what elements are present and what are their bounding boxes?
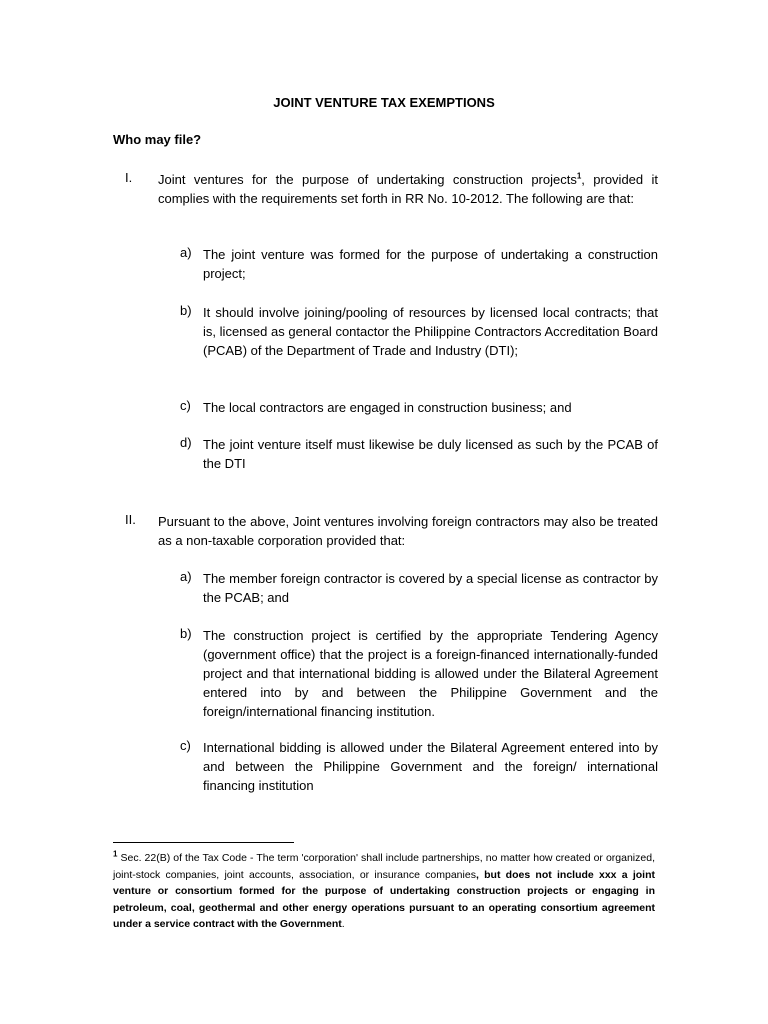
- document-title: JOINT VENTURE TAX EXEMPTIONS: [273, 95, 495, 110]
- list-item: [180, 245, 658, 283]
- list-item-letter: a): [180, 569, 192, 584]
- list-item-text: The member foreign contractor is covered by a special license as contractor by the PCAB; and: [203, 571, 658, 605]
- list-item-text: The local contractors are engaged in construction business; and: [203, 400, 572, 415]
- footnote-marker: 1: [113, 849, 118, 859]
- list-item-letter: c): [180, 738, 191, 753]
- list-item: [180, 435, 658, 473]
- list-item: [180, 398, 658, 417]
- section-1: [113, 170, 658, 208]
- footnote: $^1$ Sec. 22(B) of the Tax Code - The term 'corporation' shall include partnerships, no matter how created or organized, joint-stock companies, joint accounts, association, or insurance companies, but does not include xxx a joint venture or consortium formed for the purpose of undertaking construction projects or engaging in petroleum, coal, geothermal and other energy operations pursuant to an operating consortium agreement under a service contract with the Government.: [113, 849, 655, 930]
- section-numeral: I.: [125, 170, 133, 185]
- list-item-text: International bidding is allowed under the Bilateral Agreement entered into by and between the Philippine Government and the foreign/ international financing institution: [203, 740, 658, 793]
- list-item-letter: a): [180, 245, 192, 260]
- footnote-reference: 1: [576, 171, 582, 181]
- footnote-text: Sec. 22(B) of the Tax Code - The term 'corporation' shall include partnerships, no matter how created or organized, joint-stock companies, joint accounts, association, or insurance companies: [113, 852, 655, 881]
- section-text: Pursuant to the above, Joint ventures involving foreign contractors may also be treated as a non-taxable corporation provided that:: [158, 514, 658, 548]
- footnote-divider: [113, 842, 294, 843]
- section-heading: Who may file?: [113, 132, 202, 147]
- footnote-bold-text: , but does not include xxx a joint venture or consortium formed for the purpose of undertaking construction projects or engaging in petroleum, coal, geothermal and other energy operations pursuant to an operating consortium agreement under a service contract with the Government: [113, 868, 655, 930]
- list-item-text: The joint venture was formed for the purpose of undertaking a construction project;: [203, 247, 658, 281]
- list-item-letter: d): [180, 435, 192, 450]
- section-text: Joint ventures for the purpose of undertaking construction projects$^1$, provided it complies with the requirements set forth in RR No. 10-2012. The following are that:: [158, 171, 659, 206]
- list-item: [180, 303, 658, 360]
- list-item-letter: b): [180, 303, 192, 318]
- list-item-text: The construction project is certified by the appropriate Tendering Agency (government office) that the project is a foreign-financed internationally-funded project and that international bidding is allowed under the Bilateral Agreement entered into by and between the Philippine Government and the foreign/international financing institution.: [203, 628, 658, 719]
- section-2: [113, 512, 658, 550]
- list-item-text: It should involve joining/pooling of resources by licensed local contracts; that is, licensed as general contactor the Philippine Contractors Accreditation Board (PCAB) of the Department of Trade and Industry (DTI);: [203, 305, 658, 358]
- section-numeral: II.: [125, 512, 136, 527]
- list-item: [180, 569, 658, 607]
- list-item: [180, 738, 658, 795]
- list-item-text: The joint venture itself must likewise be duly licensed as such by the PCAB of the DTI: [203, 437, 658, 471]
- list-item-letter: b): [180, 626, 192, 641]
- list-item-letter: c): [180, 398, 191, 413]
- list-item: [180, 626, 658, 721]
